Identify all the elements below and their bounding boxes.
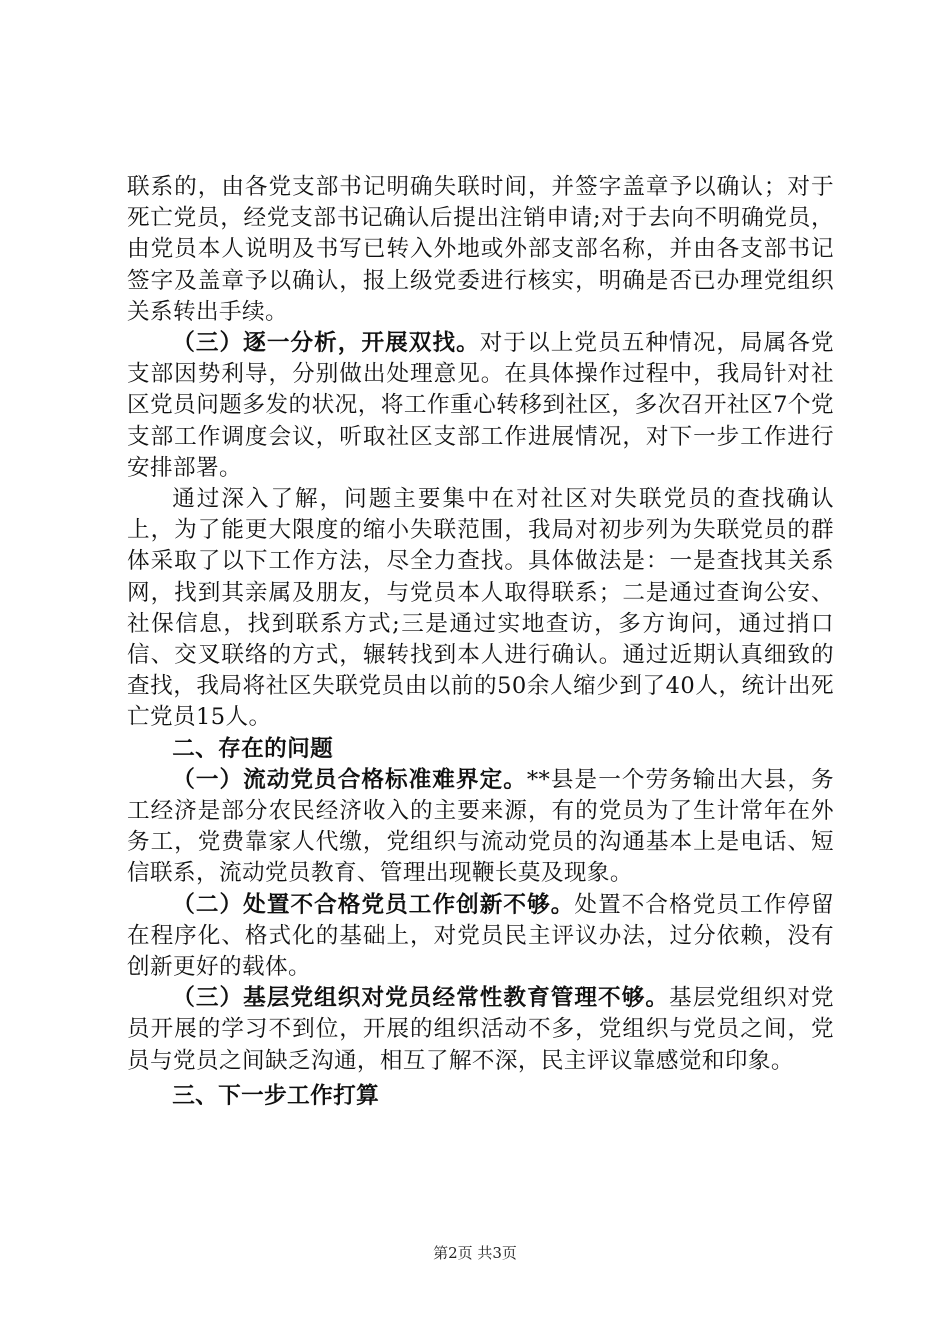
paragraph-lead: （三）逐一分析，开展双找。 bbox=[172, 330, 480, 357]
page-footer bbox=[0, 1243, 950, 1263]
page-number: 第2页 共3页 bbox=[433, 1244, 517, 1262]
paragraph-text: 处置不合格党员工作停留在程序化、格式化的基础上，对党员民主评议办法，过分依赖，没有创新更好的载体。 bbox=[127, 891, 834, 981]
document-body bbox=[127, 172, 834, 1112]
paragraph-lead: （一）流动党员合格标准难界定。 bbox=[172, 766, 527, 793]
paragraph-lead: （三）基层党组织对党员经常性教育管理不够。 bbox=[172, 985, 670, 1012]
paragraph-problem-1 bbox=[127, 765, 834, 890]
paragraph-analysis bbox=[127, 328, 834, 484]
section-heading-problems: 二、存在的问题 bbox=[172, 735, 334, 762]
paragraph-problem-2 bbox=[127, 890, 834, 984]
paragraph-text: 基层党组织对党员开展的学习不到位，开展的组织活动不多，党组织与党员之间，党员与党员之间缺乏沟通，相互了解不深，民主评议靠感觉和印象。 bbox=[127, 985, 834, 1074]
paragraph-lead: （二）处置不合格党员工作创新不够。 bbox=[172, 891, 575, 918]
paragraph-search-methods bbox=[127, 484, 834, 734]
paragraph-text: 对于以上党员五种情况，局属各党支部因势利导，分别做出处理意见。在具体操作过程中，我局针对社区党员问题多发的状况，将工作重心转移到社区，多次召开社区7个党支部工作调度会议，听取社区支部工作进展情况，对下一步工作进行安排部署。 bbox=[127, 330, 834, 481]
paragraph-continuation bbox=[127, 172, 834, 328]
paragraph-text: 联系的，由各党支部书记明确失联时间，并签字盖章予以确认；对于死亡党员，经党支部书记确认后提出注销申请;对于去向不明确党员，由党员本人说明及书写已转入外地或外部支部名称，并由各支部书记签字及盖章予以确认，报上级党委进行核实，明确是否已办理党组织关系转出手续。 bbox=[127, 174, 834, 325]
paragraph-problem-3 bbox=[127, 983, 834, 1077]
paragraph-text: **县是一个劳务输出大县，务工经济是部分农民经济收入的主要来源，有的党员为了生计常年在外务工，党费靠家人代缴，党组织与流动党员的沟通基本上是电话、短信联系，流动党员教育、管理出现鞭长莫及现象。 bbox=[127, 766, 834, 887]
section-heading-next-steps: 三、下一步工作打算 bbox=[172, 1082, 380, 1109]
paragraph-text: 通过深入了解，问题主要集中在对社区对失联党员的查找确认上，为了能更大限度的缩小失联范围，我局对初步列为失联党员的群体采取了以下工作方法，尽全力查找。具体做法是：一是查找其关系网，找到其亲属及朋友，与党员本人取得联系；二是通过查询公安、社保信息，找到联系方式;三是通过实地查访，多方询问，通过捎口信、交叉联络的方式，辗转找到本人进行确认。通过近期认真细致的查找，我局将社区失联党员由以前的50余人缩少到了40人，统计出死亡党员15人。 bbox=[127, 486, 834, 731]
